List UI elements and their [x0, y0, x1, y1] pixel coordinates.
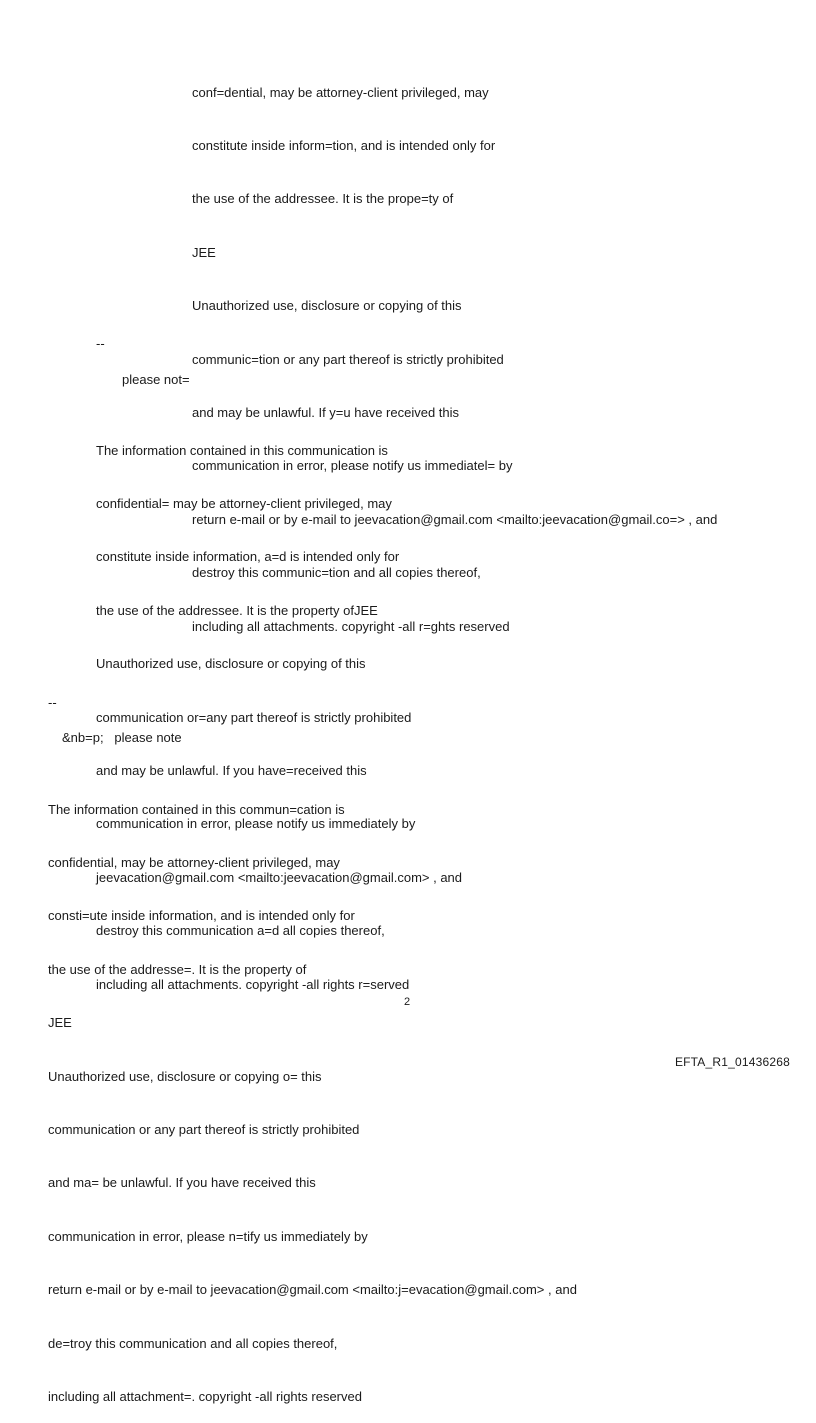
text-line: JEE: [48, 1015, 72, 1031]
text-line: and ma= be unlawful. If you have received this: [48, 1175, 316, 1191]
text-line: and may be unlawful. If you have=received this: [96, 762, 367, 778]
document-id: EFTA_R1_01436268: [674, 1055, 790, 1069]
text-line: and may be unlawful. If y=u have received this: [192, 404, 460, 420]
text-line: de=troy this communication and all copies thereof,: [48, 1335, 338, 1351]
text-line: jeevacation@gmail.com <mailto:jeevacation@gmail.com> , and: [96, 869, 463, 885]
text-line: including all attachments. copyright -all rights r=served: [96, 976, 410, 992]
please-note-heading: &nb=p; please note: [62, 730, 182, 745]
separator: --: [96, 336, 105, 351]
text-line: the use of the addressee. It is the property ofJEE: [96, 602, 378, 618]
text-line: confidential= may be attorney-client privileged, may: [96, 495, 392, 511]
text-line: including all attachment=. copyright -all rights reserved: [48, 1388, 362, 1404]
text-line: Unauthorized use, disclosure or copying of this: [96, 656, 366, 672]
text-line: destroy this communic=tion and all copies thereof,: [192, 565, 481, 581]
text-line: communication or any part thereof is strictly prohibited: [48, 1121, 360, 1137]
page-number: 2: [404, 996, 411, 1008]
please-note-heading: please not=: [122, 372, 190, 387]
text-line: Unauthorized use, disclosure or copying o= this: [48, 1068, 322, 1084]
text-line: the use of the addressee. It is the prope=ty of: [192, 191, 454, 207]
text-line: JEE: [192, 244, 216, 260]
text-line: consti=ute inside information, and is intended only for: [48, 908, 355, 924]
text-line: including all attachments. copyright -all r=ghts reserved: [192, 618, 510, 634]
text-line: confidential, may be attorney-client privileged, may: [48, 854, 340, 870]
text-line: return e-mail or by e-mail to jeevacation@gmail.com <mailto:jeevacation@gmail.co=> , and: [192, 511, 718, 527]
text-line: communication in error, please notify us immediately by: [96, 816, 416, 832]
text-line: Unauthorized use, disclosure or copying of this: [192, 298, 462, 314]
text-line: destroy this communication a=d all copies thereof,: [96, 923, 385, 939]
text-line: return e-mail or by e-mail to jeevacation@gmail.com <mailto:j=evacation@gmail.com> , and: [48, 1282, 577, 1298]
text-line: The information contained in this commun=cation is: [48, 801, 345, 817]
text-line: communication or=any part thereof is strictly prohibited: [96, 709, 412, 725]
text-line: The information contained in this communication is: [96, 442, 388, 458]
text-line: constitute inside information, a=d is intended only for: [96, 549, 400, 565]
text-line: communication in error, please notify us immediatel= by: [192, 458, 513, 474]
text-line: constitute inside inform=tion, and is intended only for: [192, 137, 496, 153]
disclaimer-block-3: [48, 765, 577, 1423]
text-line: communic=tion or any part thereof is strictly prohibited: [192, 351, 504, 367]
text-line: communication in error, please n=tify us immediately by: [48, 1228, 368, 1244]
text-line: the use of the addresse=. It is the property of: [48, 961, 307, 977]
text-line: conf=dential, may be attorney-client privileged, may: [192, 84, 489, 100]
separator: --: [48, 695, 57, 710]
